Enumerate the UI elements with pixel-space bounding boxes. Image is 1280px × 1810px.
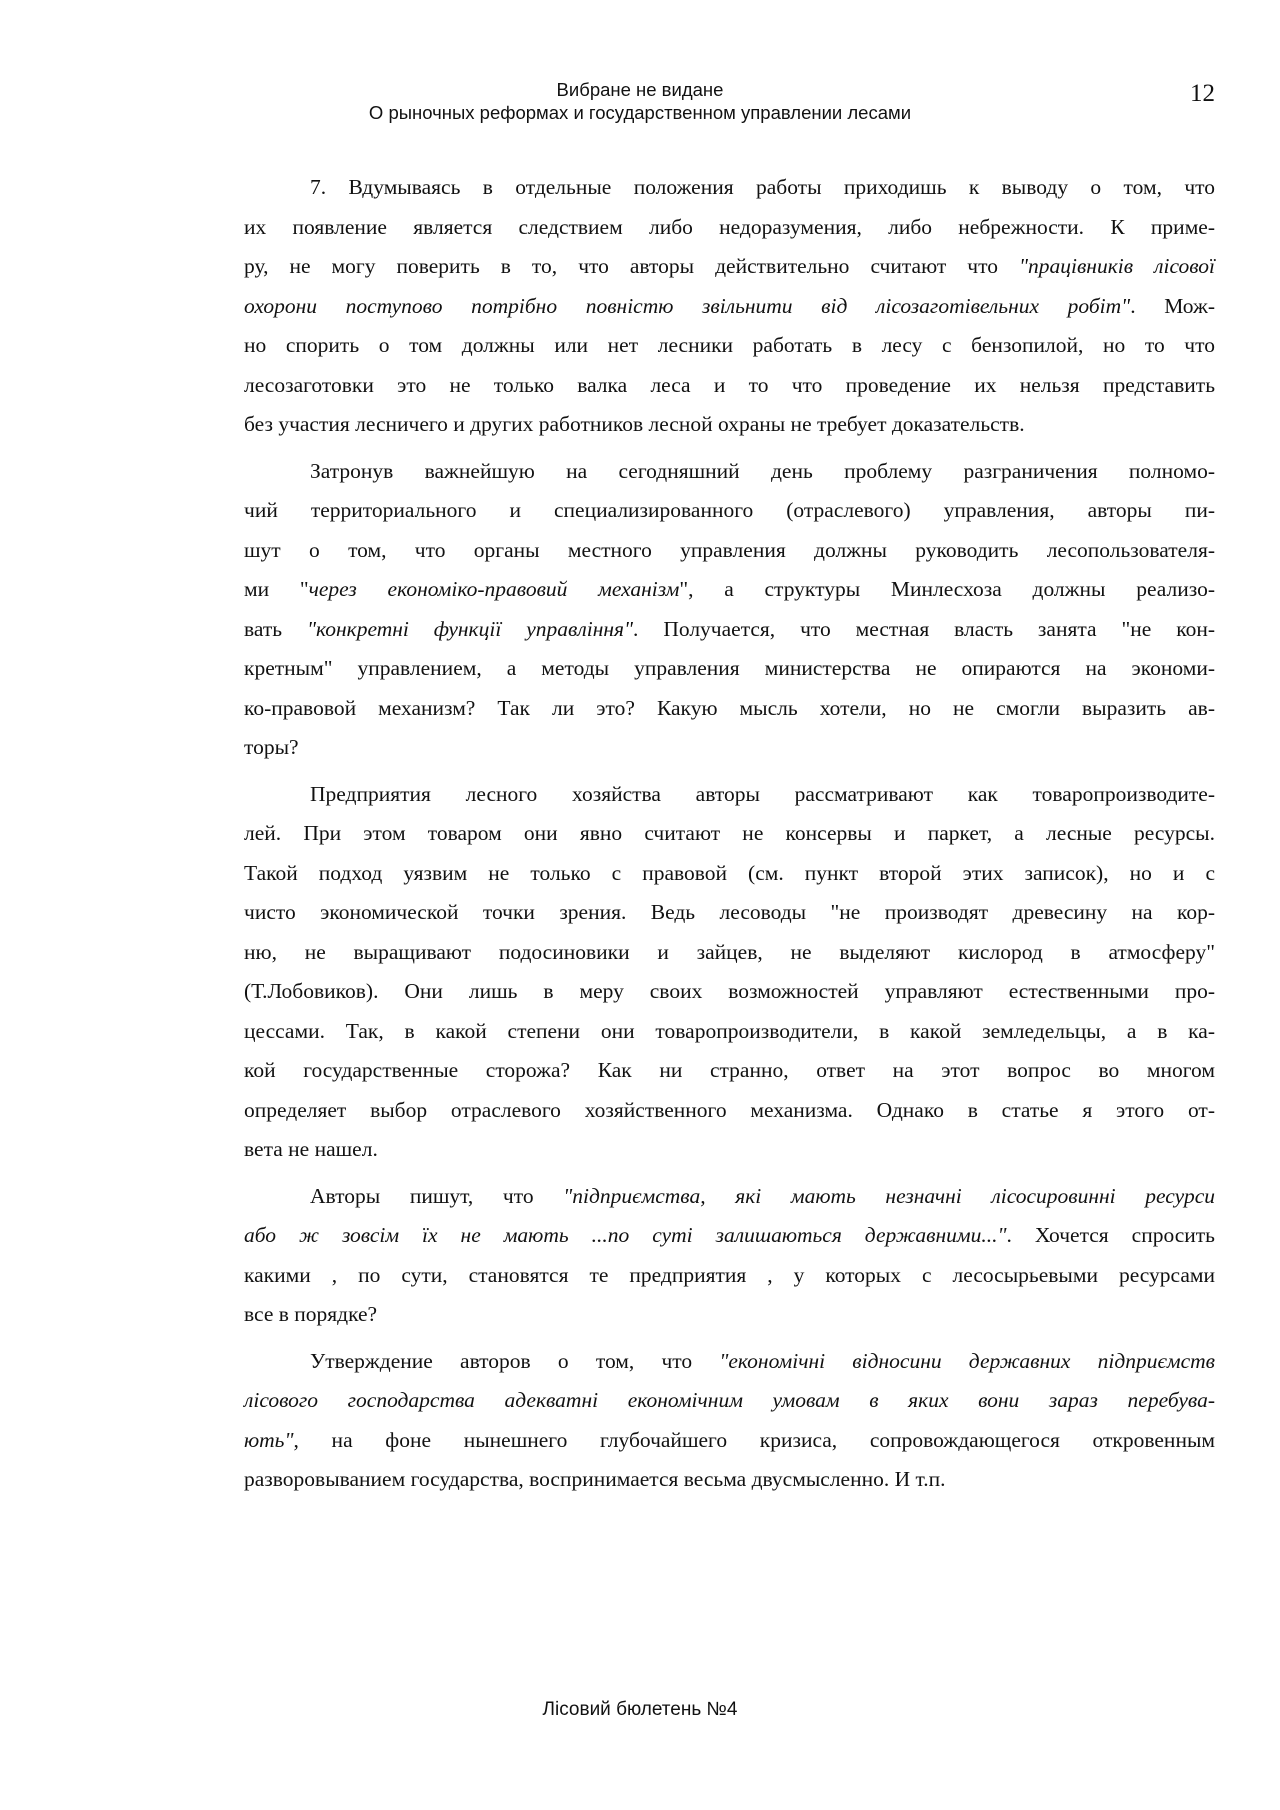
- paragraph: [244, 1177, 1215, 1335]
- header-series-title: Вибране не видане: [556, 79, 724, 100]
- quoted-italic-text: через економіко-правовий механізм: [308, 577, 680, 601]
- text-run: чисто экономической точки зрения. Ведь лесоводы "не производят древесину на кор-: [244, 900, 1215, 924]
- text-run: ", а структуры Минлесхоза должны реализо-: [679, 577, 1215, 601]
- quoted-italic-text: охорони поступово потрібно повністю звільнити від лісозаготівельних робіт": [244, 293, 1131, 318]
- paragraph: [244, 1342, 1215, 1500]
- text-run: Затронув важнейшую на сегодняшний день проблему разграничения полномо-: [310, 458, 1215, 483]
- text-line: [244, 366, 1215, 406]
- text-line: [244, 933, 1215, 973]
- text-line: [244, 689, 1215, 729]
- text-run: шут о том, что органы местного управления должны руководить лесопользователя-: [244, 537, 1215, 562]
- text-line: [244, 814, 1215, 854]
- text-run: ми ": [244, 577, 309, 601]
- text-line: [244, 1342, 1215, 1382]
- text-line: [244, 649, 1215, 689]
- text-run: какими , по сути, становятся те предприятия , у которых с лесосырьевыми ресурсами: [244, 1262, 1215, 1287]
- text-line: [244, 405, 1215, 445]
- running-header: [0, 78, 1280, 124]
- text-run: . Получается, что местная власть занята "не кон-: [633, 616, 1215, 641]
- text-run: . Хочется спросить: [1006, 1223, 1215, 1247]
- text-line: [244, 531, 1215, 571]
- text-run: все в порядке?: [244, 1302, 378, 1326]
- text-line: [244, 1421, 1215, 1461]
- text-line: [244, 610, 1215, 650]
- text-line: [244, 1381, 1215, 1421]
- text-run: но спорить о том должны или нет лесники работать в лесу с бензопилой, но то что: [244, 333, 1215, 357]
- quoted-italic-text: лісового господарства адекватні економічним умовам в яких вони зараз перебува-: [244, 1388, 1215, 1412]
- text-run: кретным" управлением, а методы управления министерства не опираются на экономи-: [244, 656, 1215, 680]
- text-run: ру, не могу поверить в то, что авторы действительно считают что: [244, 254, 1019, 278]
- text-run: . Мож-: [1130, 293, 1216, 318]
- text-run: 7. Вдумываясь в отдельные положения работы приходишь к выводу о том, что: [310, 175, 1215, 199]
- text-line: [244, 326, 1215, 366]
- text-line: [244, 972, 1215, 1012]
- text-run: чий территориального и специализированного (отраслевого) управления, авторы пи-: [244, 498, 1215, 522]
- text-line: [244, 893, 1215, 933]
- text-line: [244, 854, 1215, 894]
- quoted-italic-text: або ж зовсім їх не мають ...по суті залишаються державними...": [244, 1223, 1007, 1247]
- text-run: кой государственные сторожа? Как ни странно, ответ на этот вопрос во многом: [244, 1058, 1215, 1082]
- text-line: [244, 1177, 1215, 1217]
- text-run: их появление является следствием либо недоразумения, либо небрежности. К приме-: [244, 214, 1215, 239]
- text-line: [244, 247, 1215, 287]
- text-run: торы?: [244, 735, 299, 759]
- text-run: , на фоне нынешнего глубочайшего кризиса, сопровождающегося откровенным: [293, 1427, 1215, 1452]
- page-number: 12: [1190, 80, 1215, 107]
- text-line: [244, 1256, 1215, 1296]
- text-run: (Т.Лобовиков). Они лишь в меру своих возможностей управляют естественными про-: [244, 979, 1215, 1003]
- text-line: [244, 570, 1215, 610]
- text-run: цессами. Так, в какой степени они товаропроизводители, в какой земледельцы, а в ка-: [244, 1018, 1215, 1043]
- text-line: [244, 1460, 1215, 1500]
- text-line: [244, 287, 1215, 327]
- text-run: вать: [244, 616, 307, 641]
- quoted-italic-text: "економічні відносини державних підприємств: [719, 1348, 1216, 1373]
- header-article-title: О рыночных реформах и государственном управлении лесами: [368, 102, 912, 123]
- text-run: разворовыванием государства, воспринимается весьма двусмысленно. И т.п.: [244, 1467, 946, 1491]
- paragraph: [244, 168, 1215, 445]
- text-run: лей. При этом товаром они явно считают не консервы и паркет, а лесные ресурсы.: [244, 821, 1215, 845]
- running-footer: Лісовий бюлетень №4: [542, 1699, 738, 1720]
- text-run: ко-правовой механизм? Так ли это? Какую мысль хотели, но не смогли выразить ав-: [244, 695, 1215, 720]
- paragraph: [244, 775, 1215, 1170]
- text-line: [244, 452, 1215, 492]
- text-run: Утверждение авторов о том, что: [310, 1348, 720, 1373]
- quoted-italic-text: "працівників лісової: [1018, 254, 1215, 278]
- text-run: вета не нашел.: [244, 1137, 378, 1161]
- text-line: [244, 1130, 1215, 1170]
- text-run: без участия лесничего и других работников лесной охраны не требует доказательств.: [244, 412, 1025, 436]
- text-line: [244, 491, 1215, 531]
- text-line: [244, 168, 1215, 208]
- quoted-italic-text: "конкретні функції управління": [306, 616, 634, 641]
- text-line: [244, 208, 1215, 248]
- text-line: [244, 1012, 1215, 1052]
- paragraph: [244, 452, 1215, 768]
- text-line: [244, 728, 1215, 768]
- text-line: [244, 1295, 1215, 1335]
- text-line: [244, 1216, 1215, 1256]
- text-line: [244, 1051, 1215, 1091]
- document-body: [244, 168, 1215, 1500]
- text-run: Авторы пишут, что: [310, 1183, 564, 1208]
- text-run: Предприятия лесного хозяйства авторы рассматривают как товаропроизводите-: [310, 781, 1215, 806]
- text-line: [244, 1091, 1215, 1131]
- text-line: [244, 775, 1215, 815]
- text-run: определяет выбор отраслевого хозяйственного механизма. Однако в статье я этого от-: [244, 1097, 1215, 1122]
- text-run: Такой подход уязвим не только с правовой (см. пункт второй этих записок), но и с: [244, 860, 1215, 885]
- text-run: лесозаготовки это не только валка леса и то что проведение их нельзя представить: [244, 372, 1215, 397]
- text-run: ню, не выращивают подосиновики и зайцев, не выделяют кислород в атмосферу": [244, 939, 1215, 964]
- quoted-italic-text: "підприємства, які мають незначні лісосировинні ресурси: [563, 1183, 1215, 1208]
- quoted-italic-text: ють": [244, 1427, 294, 1452]
